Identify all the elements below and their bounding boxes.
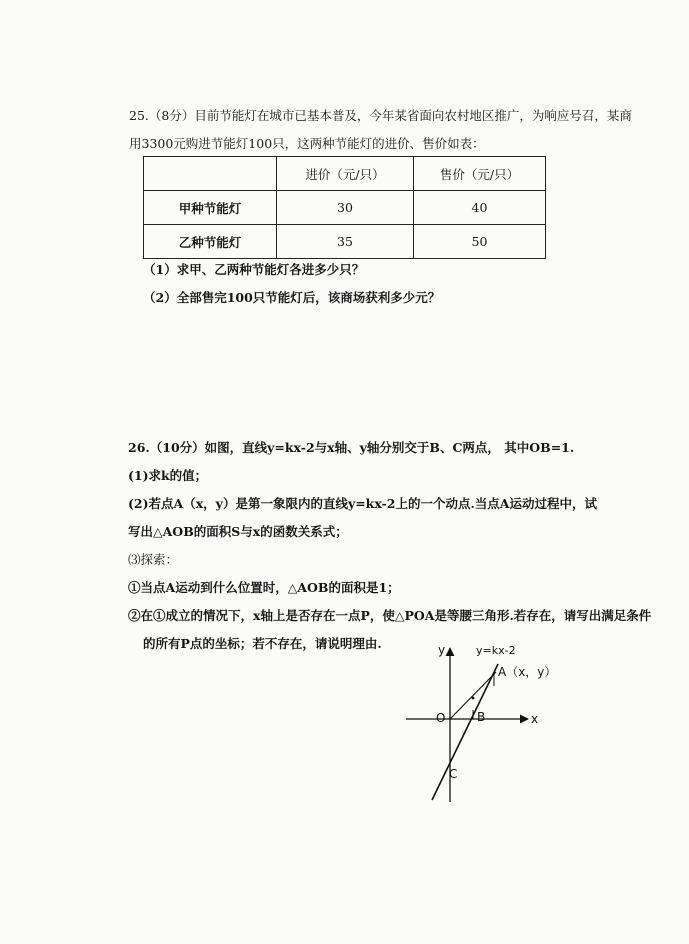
table-cell-name: 甲种节能灯: [144, 191, 277, 225]
table-header-price: 售价（元/只）: [414, 157, 546, 191]
q26-part2-line1: (2)若点A（x，y）是第一象限内的直线y=kx-2上的一个动点.当点A运动过程中，试: [128, 496, 598, 511]
table-row: [144, 191, 546, 225]
q26-part2-line2: 写出△AOB的面积S与x的函数关系式；: [128, 524, 348, 539]
q26-part3-a: ①当点A运动到什么位置时，△AOB的面积是1；: [128, 580, 400, 595]
table-cell-price: 40: [414, 191, 546, 225]
coordinate-figure: [400, 640, 560, 810]
point-b-label: B: [477, 710, 486, 724]
q26-stem: 26.（10分）如图，直线y=kx-2与x轴、y轴分别交于B、C两点， 其中OB=1.: [128, 440, 575, 455]
point-a-label: A（x，y）: [498, 665, 557, 679]
y-axis-label: y: [438, 643, 446, 657]
q25-stem-line1: 25.（8分）目前节能灯在城市已基本普及，今年某省面向农村地区推广，为响应号召，某商: [129, 108, 632, 123]
line-ykx-2: [432, 664, 498, 800]
point-c-label: C: [449, 767, 458, 781]
table-header-empty: [144, 157, 277, 191]
x-axis-label: x: [531, 712, 539, 726]
table-row: [144, 225, 546, 259]
table-cell-name: 乙种节能灯: [144, 225, 277, 259]
q26-part1: (1)求k的值；: [128, 468, 208, 483]
table-header-row: [144, 157, 546, 191]
table-cell-price: 50: [414, 225, 546, 259]
point-mark: [472, 697, 475, 700]
table-cell-cost: 30: [277, 191, 414, 225]
origin-label: O: [436, 711, 446, 725]
price-table: [143, 156, 546, 259]
line-label: y=kx-2: [476, 644, 516, 657]
q25-part2: （2）全部售完100只节能灯后，该商场获利多少元？: [143, 290, 441, 305]
q25-part1: （1）求甲、乙两种节能灯各进多少只？: [143, 262, 365, 277]
q26-part3-b-line2: 的所有P点的坐标；若不存在，请说明理由.: [143, 636, 382, 651]
q25-stem-line2: 用3300元购进节能灯100只，这两种节能灯的进价、售价如表：: [129, 136, 485, 151]
q26-part3-b-line1: ②在①成立的情况下，x轴上是否存在一点P，使△POA是等腰三角形.若存在，请写出满足条件: [128, 608, 652, 623]
table-header-cost: 进价（元/只）: [277, 157, 414, 191]
table-cell-cost: 35: [277, 225, 414, 259]
q26-part3: ⑶探索：: [128, 552, 179, 567]
